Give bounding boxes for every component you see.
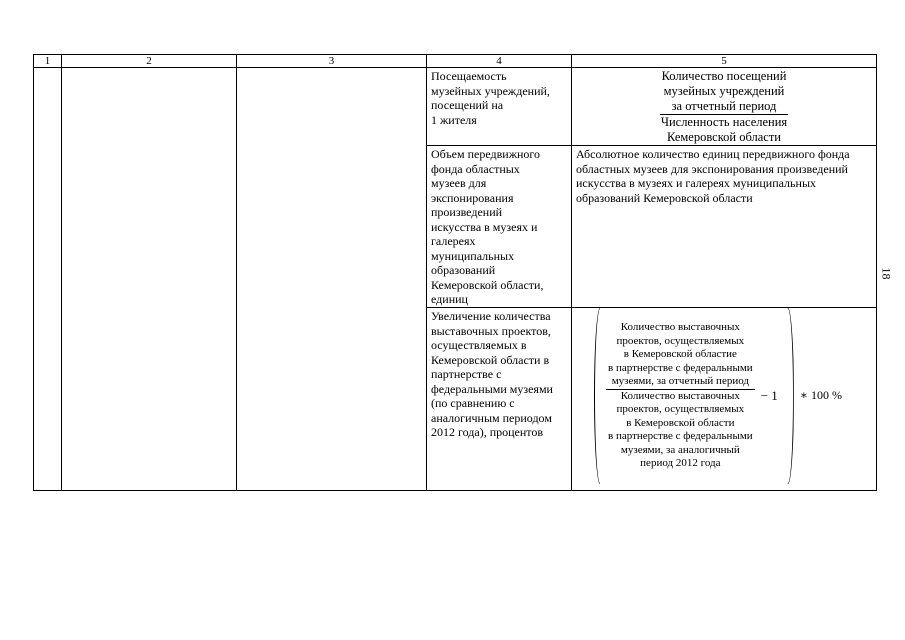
indicator-text: Увеличение количества выставочных проектов, осуществляемых в Кемеровской области в партнерстве с федеральными музеями (по сравнению с аналогичным периодом 2012 года), процентов <box>431 309 553 439</box>
fraction-denominator: Численность населения Кемеровской области <box>660 115 788 144</box>
empty-cell <box>62 68 237 491</box>
table-header-row <box>34 55 877 68</box>
fraction-numerator: Количество посещений музейных учреждений за отчетный период <box>661 69 787 113</box>
column-number-2: 2 <box>62 55 237 68</box>
formula-cell <box>572 146 877 308</box>
formula-text: Абсолютное количество единиц передвижного фонда областных музеев для экспонирования произведений искусства в музеях и галереях муниципальных образований Кемеровской области <box>576 147 850 205</box>
indicator-name <box>427 308 572 491</box>
percent-formula <box>594 308 872 484</box>
column-number-5: 5 <box>572 55 877 68</box>
formula-cell <box>572 308 877 491</box>
empty-cell <box>237 68 427 491</box>
multiplier: ∗ 100 % <box>799 388 842 403</box>
column-number-4: 4 <box>427 55 572 68</box>
indicator-name <box>427 68 572 146</box>
formula-cell <box>572 68 877 146</box>
fraction-formula <box>606 321 755 471</box>
fraction-denominator: Количество выставочных проектов, осуществляемых в Кемеровской области в партнерстве с федеральными музеями, за аналогичный период 2012 года <box>608 389 753 470</box>
page-number: 18 <box>879 267 894 280</box>
table-row <box>34 68 877 146</box>
empty-cell <box>34 68 62 491</box>
indicator-name <box>427 146 572 308</box>
left-parenthesis <box>594 308 606 484</box>
fraction-numerator: Количество выставочных проектов, осуществляемых в Кемеровской областие в партнерстве с федеральными музеями, за отчетный период <box>606 321 755 390</box>
indicator-text: Посещаемость музейных учреждений, посещений на 1 жителя <box>431 69 550 127</box>
right-parenthesis <box>782 308 794 484</box>
indicators-table <box>33 54 877 491</box>
minus-one: − 1 <box>760 388 778 404</box>
column-number-1: 1 <box>34 55 62 68</box>
indicator-text: Объем передвижного фонда областных музеев для экспонирования произведений искусства в музеях и галереях муниципальных образований Кемеровской области, единиц <box>431 147 544 306</box>
fraction-formula <box>659 69 789 145</box>
column-number-3: 3 <box>237 55 427 68</box>
